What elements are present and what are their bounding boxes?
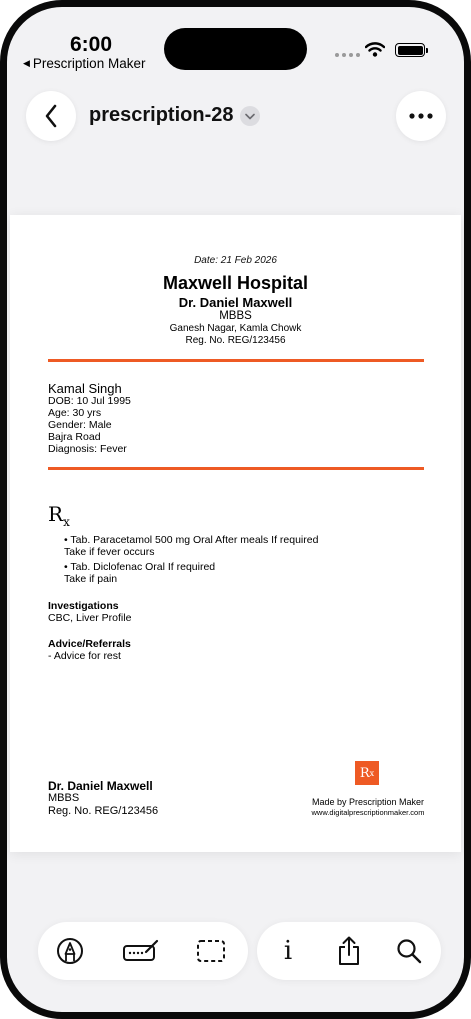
signature-degree: MBBS — [48, 792, 80, 804]
header-divider — [48, 359, 424, 362]
share-button[interactable] — [319, 922, 379, 980]
medicine-line: • Tab. Paracetamol 500 mg Oral After meals If required — [64, 534, 319, 546]
medicine-line: • Tab. Diclofenac Oral If required — [64, 561, 216, 573]
cellular-signal-icon — [335, 53, 360, 57]
chevron-down-icon — [245, 113, 255, 120]
back-to-app-icon: ◀ — [23, 58, 30, 68]
document-title[interactable]: prescription-28 — [89, 104, 234, 126]
wifi-icon — [365, 42, 385, 62]
rx-symbol-icon: $R_x$ — [48, 502, 70, 529]
clinic-address: Ganesh Nagar, Kamla Chowk — [169, 323, 302, 334]
more-options-button[interactable] — [396, 91, 446, 141]
markup-toolbar — [38, 922, 248, 980]
markup-pen-icon — [56, 937, 84, 965]
status-bar — [7, 7, 464, 87]
investigations-text: CBC, Liver Profile — [48, 612, 132, 624]
patient-divider — [48, 467, 424, 470]
prescription-date: Date: 21 Feb 2026 — [194, 255, 277, 266]
document-toolbar — [257, 922, 441, 980]
info-icon: i — [283, 936, 293, 966]
patient-diagnosis: Diagnosis: Fever — [48, 443, 127, 455]
ellipsis-icon — [409, 113, 433, 119]
markup-button[interactable] — [40, 922, 100, 980]
doctor-name: Dr. Daniel Maxwell — [178, 295, 293, 310]
back-button[interactable] — [26, 91, 76, 141]
doctor-degree: MBBS — [219, 310, 252, 322]
patient-name: Kamal Singh — [48, 381, 122, 396]
keyboard-signature-icon — [122, 938, 160, 964]
made-by-url: www.digitalprescriptionmaker.com — [311, 808, 425, 817]
back-to-app-label: Prescription Maker — [32, 56, 146, 71]
patient-dob: DOB: 10 Jul 1995 — [48, 395, 131, 407]
signature-doctor-name: Dr. Daniel Maxwell — [48, 779, 153, 793]
back-to-app-link[interactable] — [23, 56, 145, 71]
battery-icon — [395, 43, 425, 57]
dynamic-island — [164, 28, 307, 70]
search-button[interactable] — [379, 922, 439, 980]
navigation-bar — [7, 87, 464, 145]
signature-button[interactable] — [111, 922, 171, 980]
investigations-heading: Investigations — [48, 600, 119, 612]
registration-number: Reg. No. REG/123456 — [185, 335, 286, 346]
made-by-text: Made by Prescription Maker — [311, 797, 425, 807]
patient-gender: Gender: Male — [48, 419, 112, 431]
status-time: 6:00 — [70, 33, 113, 56]
title-menu-button[interactable] — [240, 106, 260, 126]
patient-address: Bajra Road — [48, 431, 101, 443]
advice-text: - Advice for rest — [48, 650, 121, 662]
select-area-button[interactable] — [181, 922, 241, 980]
advice-heading: Advice/Referrals — [48, 638, 131, 650]
prescription-maker-logo-icon: R x — [355, 761, 379, 785]
search-icon — [396, 938, 422, 964]
prescription-document[interactable] — [10, 215, 461, 852]
chevron-left-icon — [44, 104, 58, 128]
medicine-instruction: Take if fever occurs — [64, 546, 155, 558]
info-button[interactable] — [258, 922, 318, 980]
share-icon — [337, 936, 361, 966]
selection-icon — [196, 939, 226, 963]
medicine-instruction: Take if pain — [64, 573, 118, 585]
patient-age: Age: 30 yrs — [48, 407, 102, 419]
hospital-name: Maxwell Hospital — [162, 273, 309, 293]
signature-registration: Reg. No. REG/123456 — [48, 805, 159, 817]
